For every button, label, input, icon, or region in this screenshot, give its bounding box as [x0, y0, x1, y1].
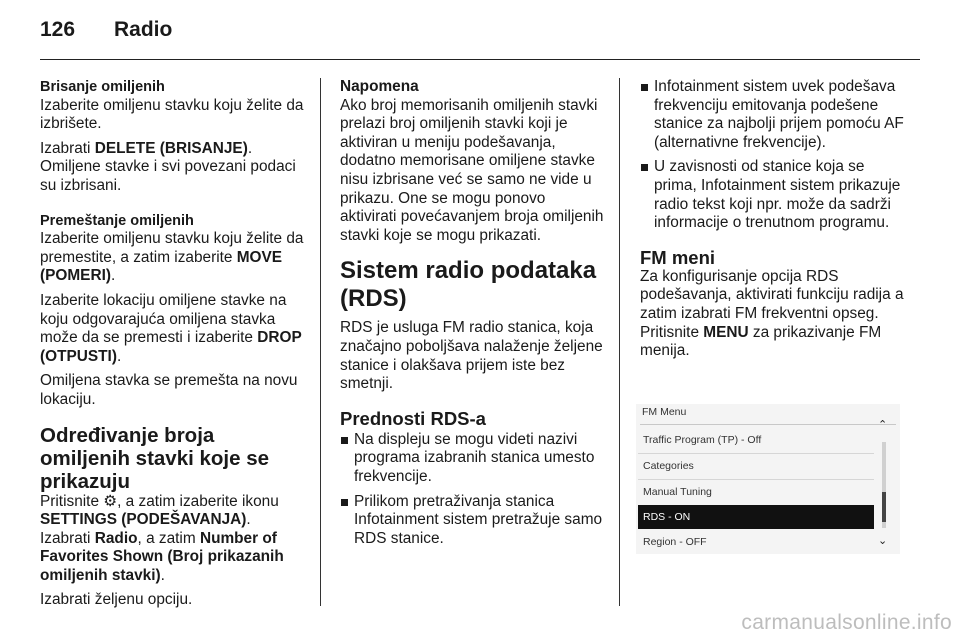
note-text: Ako broj memorisanih omiljenih stavki prelazi broj omiljenih stavki koji je aktiviran u meniju podešavanja, dodatno memorisane omiljene stavke nisu izbrisane već se samo ne vide u prikazu. One se mogu ponovo aktivirati povećavanjem broja omiljenih stavki koje se mogu prikazati. [340, 96, 604, 244]
ui-term-number-of-favorites: Number of Favorites Shown (Broj prikazanih omiljenih stavki) [40, 529, 284, 584]
note-box [340, 78, 604, 245]
scroll-up-icon[interactable]: ⌃ [878, 419, 888, 431]
page-number: 126 [40, 18, 76, 41]
page-header [40, 18, 172, 42]
menu-item-manual-tuning[interactable]: Manual Tuning [643, 486, 712, 498]
text: , a zatim izaberite ikonu [117, 492, 279, 510]
ui-term-radio: Radio [94, 529, 138, 547]
scrollbar-thumb[interactable] [882, 492, 886, 522]
bullet-item [640, 158, 904, 232]
column-1 [40, 78, 308, 610]
paragraph: RDS je usluga FM radio stanica, koja značajno poboljšava nalaženje željene stanice i olakšava prijem iste bez smetnji. [340, 319, 603, 393]
settings-gear-icon: ⚙ [103, 492, 118, 510]
bullet-square-icon [341, 499, 348, 506]
section-favorites-move [40, 212, 308, 410]
header-divider [40, 59, 920, 60]
bullet-square-icon [341, 437, 348, 444]
ui-term-drop: DROP (OTPUSTI) [40, 329, 302, 365]
heading-fm-menu: FM meni [640, 246, 716, 268]
watermark: carmanualsonline.info [741, 611, 952, 634]
column-divider-2 [619, 78, 620, 606]
fm-menu-screen [636, 404, 900, 554]
text: . [116, 347, 122, 365]
text: . [246, 511, 251, 529]
column-divider-1 [320, 78, 321, 606]
column-3 [640, 78, 904, 361]
section-favorites-count [40, 424, 308, 611]
text: Za konfigurisanje opcija RDS podešavanja, aktivirati funkciju radija a zatim izabrati FM frekventni opseg. Pritisnite [640, 267, 904, 341]
text: Izabrati [40, 139, 95, 157]
paragraph [40, 493, 308, 530]
paragraph: Omiljena stavka se premešta na novu lokaciju. [40, 372, 298, 408]
text: Izabrati [40, 529, 95, 547]
note-title: Napomena [340, 78, 419, 95]
heading-favorites-delete: Brisanje omiljenih [40, 79, 165, 95]
heading-rds-advantages: Prednosti RDS-a [340, 407, 486, 429]
section-title: Radio [114, 18, 173, 41]
column-2 [340, 78, 604, 548]
heading-favorites-count: Određivanje broja omiljenih stavki koje se prikazuju [40, 423, 270, 493]
heading-rds: Sistem radio podataka (RDS) [340, 257, 597, 313]
section-favorites-delete [40, 78, 308, 196]
bullet-text: Infotainment sistem uvek podešava frekvenciju emitovanja podešene stanice za najbolji prijem pomoću AF (alternativne frekvencije). [654, 78, 904, 151]
paragraph: Izabrati željenu opciju. [40, 591, 193, 609]
bullet-square-icon [641, 164, 648, 171]
text: Pritisnite [40, 492, 104, 510]
ui-term-move: MOVE (POMERI) [40, 248, 283, 285]
ui-term-menu: MENU [703, 323, 749, 341]
text: . [110, 267, 116, 285]
menu-item-rds[interactable]: RDS - ON [638, 505, 874, 529]
text: Izaberite omiljenu stavku koju želite da premestite, a zatim izaberite [40, 230, 304, 266]
bullet-item [640, 78, 904, 152]
menu-item-traffic-program[interactable]: Traffic Program (TP) - Off [643, 434, 762, 446]
text: , a zatim [137, 529, 200, 547]
bullet-text: Na displeju se mogu videti nazivi programa izabranih stanica umesto frekvencije. [354, 430, 595, 485]
paragraph: Omiljene stavke i svi povezani podaci su izbrisani. [40, 158, 296, 194]
menu-item-region[interactable]: Region - OFF [643, 536, 707, 548]
text: za prikazivanje FM menija. [640, 323, 882, 360]
paragraph [40, 530, 308, 586]
screen-title-divider [640, 424, 896, 425]
screen-title: FM Menu [642, 406, 687, 418]
paragraph [40, 292, 308, 366]
ui-term-settings: SETTINGS (PODEŠAVANJA) [40, 511, 247, 529]
heading-favorites-move: Premeštanje omiljenih [40, 212, 194, 229]
paragraph [640, 268, 904, 361]
text: . [160, 566, 165, 584]
bullet-text: U zavisnosti od stanice koja se prima, Infotainment sistem prikazuje radio tekst koji npr. može da sadrži informacije o trenutnom programu. [654, 158, 901, 232]
text: . [247, 139, 253, 157]
bullet-square-icon [641, 84, 648, 91]
bullet-item [340, 493, 604, 549]
scroll-down-icon[interactable]: ⌄ [878, 535, 888, 547]
paragraph: Izaberite omiljenu stavku koju želite da izbrišete. [40, 96, 304, 133]
ui-term-delete: DELETE (BRISANJE) [94, 139, 248, 157]
menu-item-categories[interactable]: Categories [643, 460, 694, 472]
paragraph [40, 230, 308, 286]
paragraph [40, 140, 308, 159]
bullet-item [340, 431, 604, 487]
bullet-text: Prilikom pretraživanja stanica Infotainment sistem pretražuje samo RDS stanice. [354, 492, 603, 547]
text: Izaberite lokaciju omiljene stavke na koju odgovarajuća omiljena stavka može da se premesti i izaberite [40, 291, 287, 347]
